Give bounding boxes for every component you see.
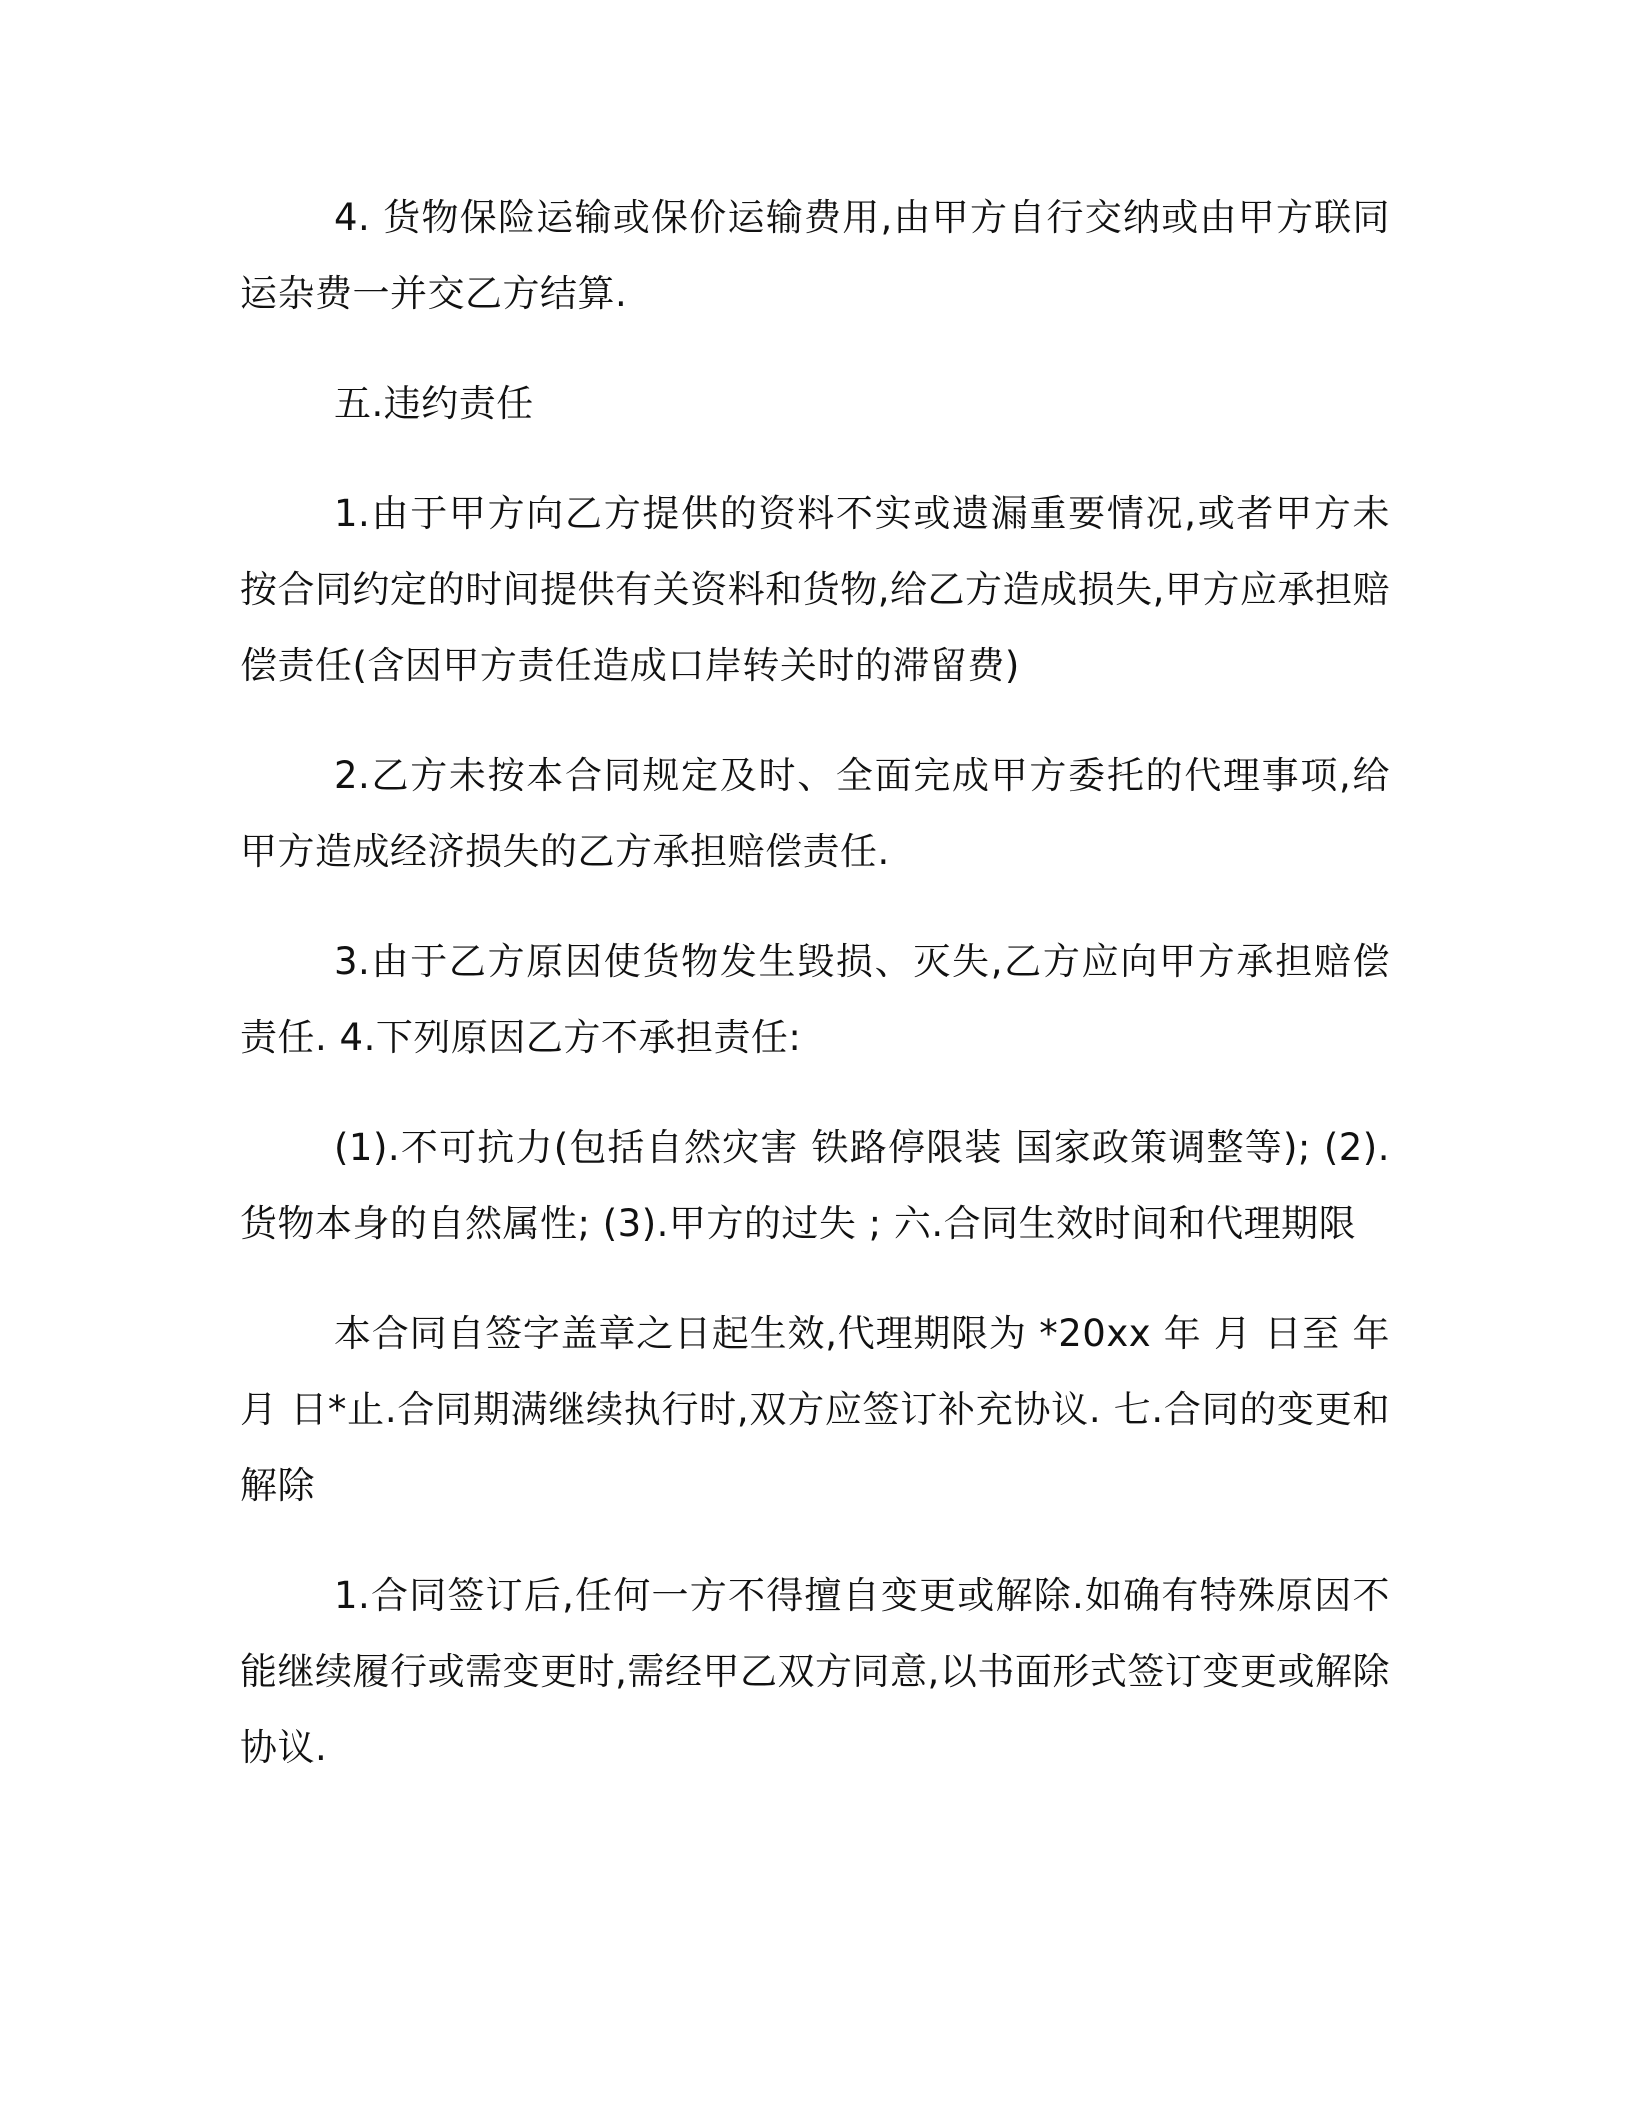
section-heading-liability: 五.违约责任	[334, 382, 534, 425]
paragraph-liability-2: 2.乙方未按本合同规定及时、全面完成甲方委托的代理事项,给甲方造成经济损失的乙方承担赔偿责任.	[240, 754, 1390, 873]
paragraph-change-termination: 1.合同签订后,任何一方不得擅自变更或解除.如确有特殊原因不能继续履行或需变更时,需经甲乙双方同意,以书面形式签订变更或解除协议.	[240, 1574, 1390, 1769]
paragraph-exemptions: (1).不可抗力(包括自然灾害 铁路停限装 国家政策调整等); (2).货物本身的自然属性; (3).甲方的过失 ; 六.合同生效时间和代理期限	[240, 1126, 1390, 1245]
document-body	[240, 180, 1390, 1820]
paragraph-effective-term: 本合同自签字盖章之日起生效,代理期限为 *20xx 年 月 日至 年 月 日*止.合同期满继续执行时,双方应签订补充协议. 七.合同的变更和解除	[240, 1312, 1390, 1507]
paragraph-insurance-fee: 4. 货物保险运输或保价运输费用,由甲方自行交纳或由甲方联同运杂费一并交乙方结算.	[240, 196, 1390, 315]
paragraph-liability-3: 3.由于乙方原因使货物发生毁损、灭失,乙方应向甲方承担赔偿责任. 4.下列原因乙方不承担责任:	[240, 940, 1390, 1059]
paragraph-liability-1: 1.由于甲方向乙方提供的资料不实或遗漏重要情况,或者甲方未按合同约定的时间提供有关资料和货物,给乙方造成损失,甲方应承担赔偿责任(含因甲方责任造成口岸转关时的滞留费)	[240, 492, 1390, 687]
